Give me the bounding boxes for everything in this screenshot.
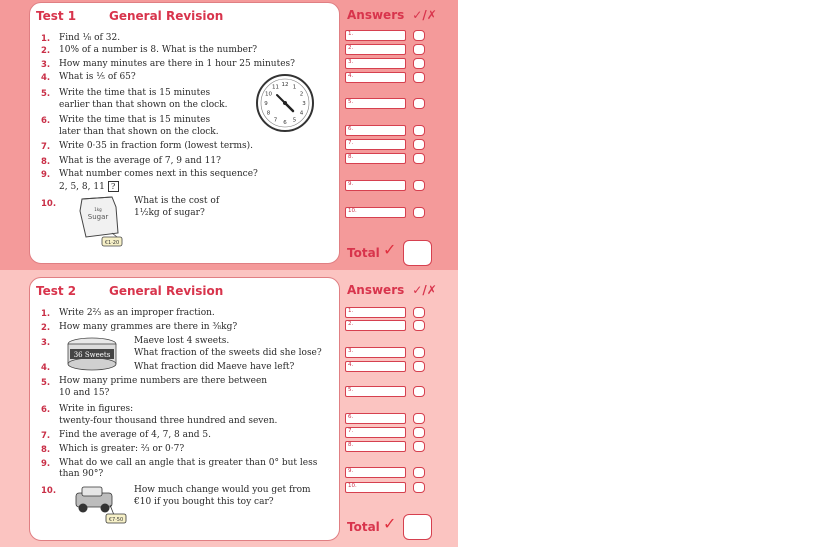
sweets-label: 36 Sweets	[73, 351, 111, 359]
t1-check-9[interactable]	[413, 180, 425, 191]
test1-name: General Revision	[109, 9, 224, 23]
t1-answer-9[interactable]	[345, 180, 406, 191]
t2-q1-num: 1.	[41, 309, 51, 319]
sweets-illustration	[62, 336, 122, 374]
t1-check-5[interactable]	[413, 98, 425, 109]
test2-total-label: Total	[347, 520, 380, 534]
t2-answer-2[interactable]	[345, 320, 406, 331]
t2-answer-9[interactable]	[345, 467, 406, 478]
t1-check-2[interactable]	[413, 44, 425, 55]
test1-card	[29, 2, 340, 264]
test1-total-check-icon: ✓	[383, 240, 397, 259]
t2-check-5[interactable]	[413, 386, 425, 397]
t2-answer-1-num: 1.	[348, 308, 354, 314]
clock-numeral: 6	[283, 120, 287, 126]
t1-q9-sequence-text: 2, 5, 8, 11	[59, 182, 105, 192]
t1-q8-num: 8.	[41, 157, 51, 167]
clock-numeral: 4	[299, 110, 304, 117]
t1-q3-num: 3.	[41, 60, 51, 70]
t2-q5-num: 5.	[41, 378, 51, 388]
t1-answer-3-num: 3.	[348, 59, 354, 65]
t2-answer-4[interactable]	[345, 361, 406, 372]
t1-answer-7[interactable]	[345, 139, 406, 150]
t1-check-1[interactable]	[413, 30, 425, 41]
clock-numeral: 3	[302, 101, 306, 107]
car-price: €7·50	[108, 517, 124, 523]
test1-answers-label: Answers	[347, 8, 405, 22]
t1-answer-1-num: 1.	[348, 31, 354, 37]
t1-answer-9-num: 9.	[348, 181, 354, 187]
test2-card	[29, 277, 340, 541]
t2-answer-10[interactable]	[345, 482, 406, 493]
t1-q10-text2: 1½kg of sugar?	[134, 208, 205, 218]
t1-answer-4[interactable]	[345, 72, 406, 83]
t2-q2-num: 2.	[41, 323, 51, 333]
t2-q1-text: Write 2⅔ as an improper fraction.	[59, 308, 215, 318]
test2-answers-header	[347, 283, 437, 297]
clock-numeral: 7	[273, 117, 278, 124]
t1-answer-6-num: 6.	[348, 126, 354, 132]
clock-numeral: 10	[265, 91, 272, 98]
t1-q5-text: Write the time that is 15 minutes	[59, 88, 211, 98]
t2-answer-6[interactable]	[345, 413, 406, 424]
test1-number: Test 1	[36, 9, 77, 23]
clock-numeral: 5	[292, 117, 297, 124]
t2-q3-num: 3.	[41, 338, 51, 348]
sugar-bag-illustration	[76, 193, 128, 249]
t1-check-3[interactable]	[413, 58, 425, 69]
t2-q3-text2: What fraction of the sweets did she lose?	[134, 348, 322, 358]
toy-car-illustration	[70, 483, 130, 527]
t1-q9-num: 9.	[41, 170, 51, 180]
t1-answer-6[interactable]	[345, 125, 406, 136]
sugar-price: €1·20	[104, 240, 120, 246]
t1-answer-2[interactable]	[345, 44, 406, 55]
t2-q3-text: Maeve lost 4 sweets.	[134, 336, 230, 346]
t2-check-9[interactable]	[413, 467, 425, 478]
t1-answer-2-num: 2.	[348, 45, 354, 51]
t1-q10-text: What is the cost of	[134, 196, 220, 206]
t2-answer-7-num: 7.	[348, 428, 354, 434]
t1-answer-4-num: 4.	[348, 73, 354, 79]
t2-q9-text2: than 90°?	[59, 469, 104, 479]
t1-q6-text2: later than that shown on the clock.	[59, 127, 219, 137]
t2-q6-num: 6.	[41, 405, 51, 415]
t2-check-7[interactable]	[413, 427, 425, 438]
t1-q2-num: 2.	[41, 46, 51, 56]
t1-answer-7-num: 7.	[348, 140, 354, 146]
t1-q2-text: 10% of a number is 8. What is the number?	[59, 45, 258, 55]
t1-answer-5[interactable]	[345, 98, 406, 109]
t1-check-10[interactable]	[413, 207, 425, 218]
test1-total-box[interactable]	[403, 240, 432, 266]
t1-q1-num: 1.	[41, 34, 51, 44]
t1-answer-8[interactable]	[345, 153, 406, 164]
t2-answer-3[interactable]	[345, 347, 406, 358]
t2-answer-2-num: 2.	[348, 321, 354, 327]
t1-answer-3[interactable]	[345, 58, 406, 69]
test2-ticks-label: ✓/✗	[412, 283, 437, 297]
clock-numeral: 12	[281, 82, 289, 88]
t2-answer-7[interactable]	[345, 427, 406, 438]
t1-q5-text2: earlier than that shown on the clock.	[59, 100, 228, 110]
test1-ticks-label: ✓/✗	[412, 8, 437, 22]
clock-illustration	[255, 73, 315, 133]
t2-answer-1[interactable]	[345, 307, 406, 318]
t1-check-8[interactable]	[413, 153, 425, 164]
t1-q6-text: Write the time that is 15 minutes	[59, 115, 211, 125]
t1-check-7[interactable]	[413, 139, 425, 150]
t2-q2-text: How many grammes are there in ⅜kg?	[59, 322, 238, 332]
t2-q5-text: How many prime numbers are there between	[59, 376, 268, 386]
t1-q3-text: How many minutes are there in 1 hour 25 minutes?	[59, 59, 295, 69]
t2-q4-num: 4.	[41, 363, 51, 373]
t2-q5-text2: 10 and 15?	[59, 388, 110, 398]
t2-q9-num: 9.	[41, 459, 51, 469]
clock-numeral: 11	[272, 84, 279, 91]
test1-answers-header	[347, 8, 437, 22]
t2-answer-5[interactable]	[345, 386, 406, 397]
test2-total-check-icon: ✓	[383, 514, 397, 533]
sugar-label: Sugar	[87, 213, 109, 221]
t1-answer-8-num: 8.	[348, 154, 354, 160]
t2-q10-num: 10.	[41, 486, 57, 496]
t2-answer-9-num: 9.	[348, 468, 354, 474]
t1-check-4[interactable]	[413, 72, 425, 83]
sugar-weight: 1kg	[94, 207, 102, 212]
t2-check-4[interactable]	[413, 361, 425, 372]
clock-numeral: 2	[299, 91, 304, 98]
test2-number: Test 2	[36, 284, 77, 298]
t2-q10-text: How much change would you get from	[134, 485, 311, 495]
t2-answer-5-num: 5.	[348, 387, 354, 393]
test2-name: General Revision	[109, 284, 224, 298]
t1-q9-text: What number comes next in this sequence?	[59, 169, 258, 179]
t2-check-1[interactable]	[413, 307, 425, 318]
t2-answer-6-num: 6.	[348, 414, 354, 420]
t2-q8-text: Which is greater: ⅔ or 0·7?	[59, 444, 185, 454]
t2-check-6[interactable]	[413, 413, 425, 424]
t1-answer-10[interactable]	[345, 207, 406, 218]
t2-q6-text: Write in figures:	[59, 404, 134, 414]
t1-q7-text: Write 0·35 in fraction form (lowest terms).	[59, 141, 254, 151]
t1-answer-5-num: 5.	[348, 99, 354, 105]
clock-numeral: 8	[266, 110, 271, 117]
t2-answer-8[interactable]	[345, 441, 406, 452]
t2-q10-text2: €10 if you bought this toy car?	[134, 497, 274, 507]
t2-q7-text: Find the average of 4, 7, 8 and 5.	[59, 430, 211, 440]
t2-q6-text2: twenty-four thousand three hundred and seven.	[59, 416, 278, 426]
t2-answer-8-num: 8.	[348, 442, 354, 448]
t2-q4-text: What fraction did Maeve have left?	[134, 362, 295, 372]
t2-answer-10-num: 10.	[348, 483, 357, 489]
t2-check-2[interactable]	[413, 320, 425, 331]
t2-check-10[interactable]	[413, 482, 425, 493]
clock-numeral: 1	[292, 84, 297, 91]
t1-answer-1[interactable]	[345, 30, 406, 41]
t1-q6-num: 6.	[41, 116, 51, 126]
t1-answer-10-num: 10.	[348, 208, 357, 214]
t1-q7-num: 7.	[41, 142, 51, 152]
test2-total-box[interactable]	[403, 514, 432, 540]
test2-answers-label: Answers	[347, 283, 405, 297]
t1-check-6[interactable]	[413, 125, 425, 136]
t1-q10-num: 10.	[41, 199, 57, 209]
t2-check-3[interactable]	[413, 347, 425, 358]
t1-q8-text: What is the average of 7, 9 and 11?	[59, 156, 221, 166]
t2-answer-3-num: 3.	[348, 348, 354, 354]
t2-check-8[interactable]	[413, 441, 425, 452]
t1-q4-text: What is ⅕ of 65?	[59, 72, 136, 82]
t1-q5-num: 5.	[41, 89, 51, 99]
clock-numeral: 9	[264, 101, 268, 107]
test1-total-label: Total	[347, 246, 380, 260]
t1-q4-num: 4.	[41, 73, 51, 83]
t2-q8-num: 8.	[41, 445, 51, 455]
t2-answer-4-num: 4.	[348, 362, 354, 368]
t1-q9-sequence	[59, 181, 119, 193]
t1-q9-missing-box: ?	[108, 181, 119, 192]
t1-q1-text: Find ⅛ of 32.	[59, 33, 121, 43]
t2-q7-num: 7.	[41, 431, 51, 441]
t2-q9-text: What do we call an angle that is greater than 0° but less	[59, 458, 318, 468]
